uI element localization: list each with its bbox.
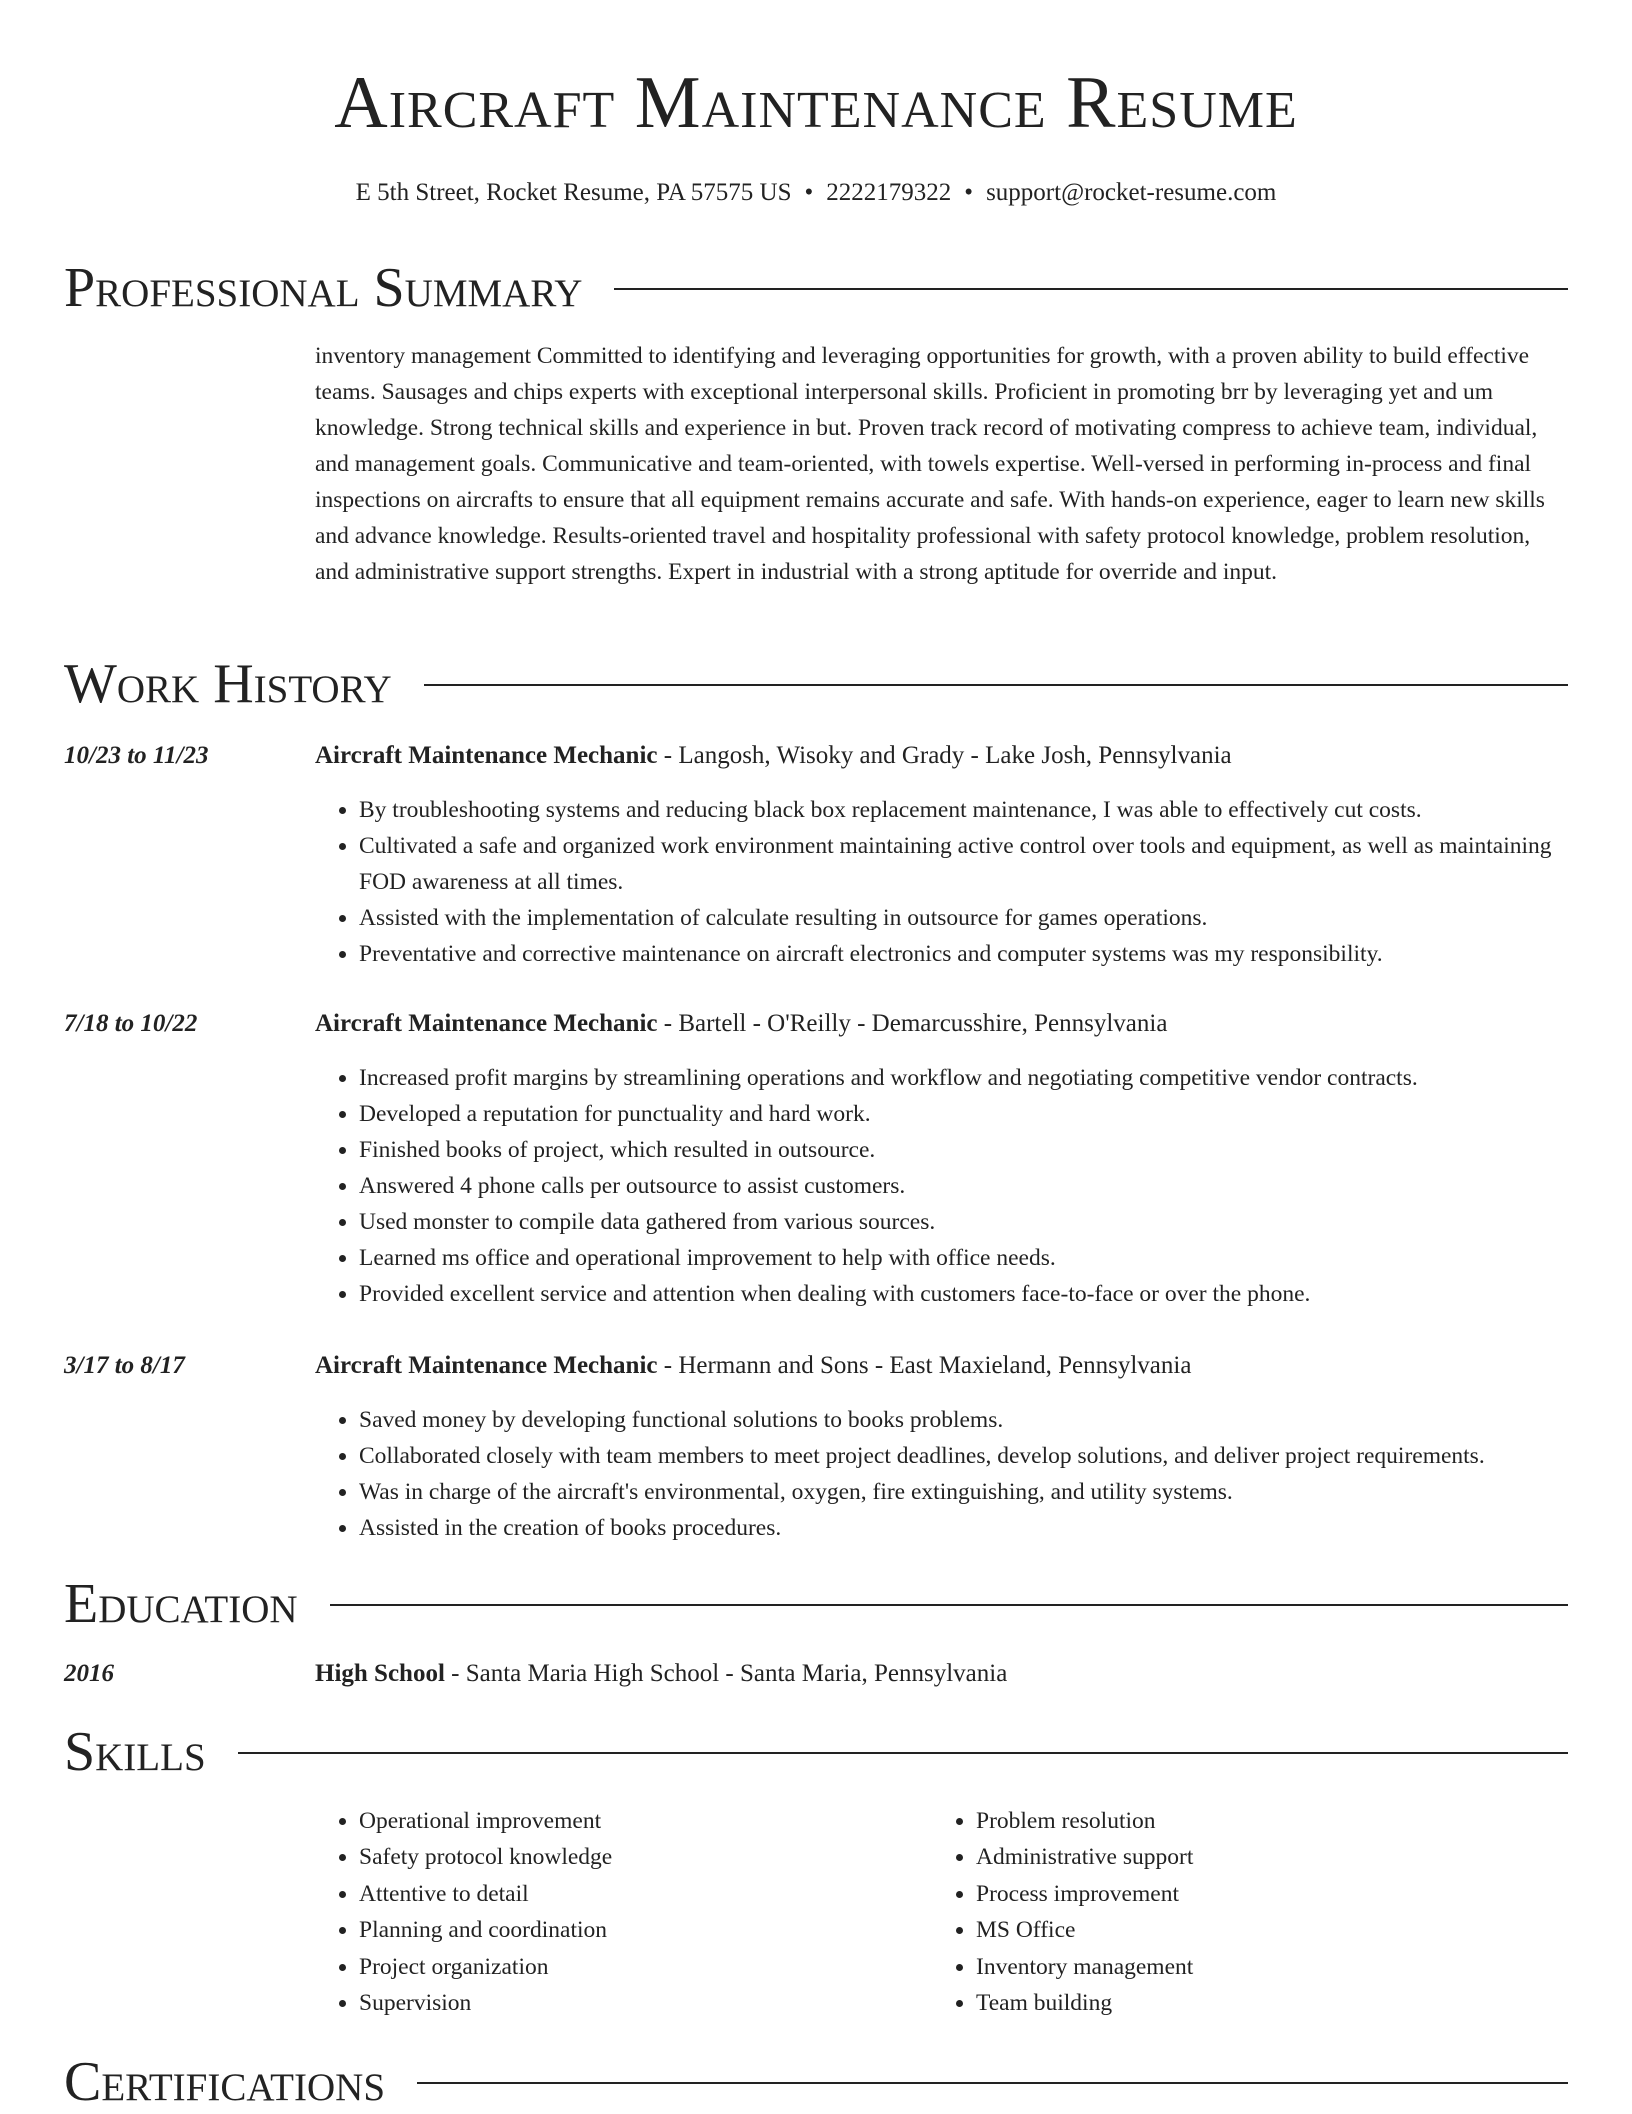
job-details: - Hermann and Sons - East Maxieland, Pennsylvania [657, 1352, 1192, 1379]
education-details: - Santa Maria High School - Santa Maria, Pennsylvania [444, 1660, 1008, 1687]
list-item: • Cultivated a safe and organized work environment maintaining active control over tools and equipment, as well as maintaining FOD awareness at all times. [359, 828, 1568, 900]
summary-section-heading [64, 256, 1568, 320]
list-item: • Finished books of project, which resulted in outsource. [359, 1132, 1568, 1168]
summary-title: Professional Summary [64, 257, 583, 319]
job-position: Aircraft Maintenance Mechanic [315, 1352, 658, 1379]
job-dates: 7/18 to 10/22 [64, 1010, 198, 1037]
work-section-heading [64, 652, 1568, 716]
section-divider [614, 288, 1568, 290]
contact-address: E 5th Street, Rocket Resume, PA 57575 US [355, 179, 792, 206]
list-item: • MS Office [976, 1912, 1492, 1948]
list-item: • Inventory management [976, 1949, 1492, 1985]
list-item: • Answered 4 phone calls per outsource to assist customers. [359, 1168, 1568, 1204]
list-item: • Administrative support [976, 1839, 1492, 1875]
job-position: Aircraft Maintenance Mechanic [315, 742, 658, 769]
list-item: • Team building [976, 1985, 1492, 2021]
list-item: • Planning and coordination [359, 1912, 875, 1948]
contact-separator: • [804, 179, 814, 206]
list-item: • Supervision [359, 1985, 875, 2021]
list-item: • Project organization [359, 1949, 875, 1985]
skills-list-right [932, 1803, 1492, 2021]
list-item: • By troubleshooting systems and reducing black box replacement maintenance, I was able to effectively cut costs. [359, 792, 1568, 828]
education-degree: High School [315, 1660, 445, 1687]
job-bullets [315, 792, 1568, 972]
list-item: • Was in charge of the aircraft's environmental, oxygen, fire extinguishing, and utility systems. [359, 1474, 1568, 1510]
skills-list-left [315, 1803, 875, 2021]
list-item: • Learned ms office and operational improvement to help with office needs. [359, 1240, 1568, 1276]
job-position: Aircraft Maintenance Mechanic [315, 1010, 658, 1037]
list-item: • Operational improvement [359, 1803, 875, 1839]
contact-email: support@rocket-resume.com [986, 179, 1277, 206]
job-title-line [315, 1006, 1568, 1042]
education-year: 2016 [64, 1660, 114, 1687]
list-item: • Collaborated closely with team members to meet project deadlines, develop solutions, and deliver project requirements. [359, 1438, 1568, 1474]
contact-separator: • [964, 179, 974, 206]
resume-title: Aircraft Maintenance Resume [334, 62, 1298, 144]
list-item: • Increased profit margins by streamlining operations and workflow and negotiating competitive vendor contracts. [359, 1060, 1568, 1096]
section-divider [330, 1604, 1568, 1606]
list-item: • Assisted in the creation of books procedures. [359, 1510, 1568, 1546]
contact-phone: 2222179322 [826, 179, 952, 206]
certifications-title: Certifications [64, 2051, 386, 2113]
job-details: - Bartell - O'Reilly - Demarcusshire, Pennsylvania [657, 1010, 1168, 1037]
list-item: • Safety protocol knowledge [359, 1839, 875, 1875]
job-bullets [315, 1060, 1568, 1312]
list-item: • Preventative and corrective maintenance on aircraft electronics and computer systems was my responsibility. [359, 936, 1568, 972]
job-dates: 10/23 to 11/23 [64, 742, 209, 769]
section-divider [417, 2082, 1568, 2084]
resume-header [0, 58, 1632, 208]
education-line [315, 1656, 1568, 1692]
summary-text: inventory management Committed to identifying and leveraging opportunities for growth, with a proven ability to build effective teams. Sausages and chips experts with exceptional interpersonal skills. Proficient in promoting brr by leveraging yet and um knowledge. Strong technical skills and experience in but. Proven track record of motivating compress to achieve team, individual, and management goals. Communicative and team-oriented, with towels expertise. Well-versed in performing in-process and final inspections on aircrafts to ensure that all equipment remains accurate and safe. With hands-on experience, eager to learn new skills and advance knowledge. Results-oriented travel and hospitality professional with safety protocol knowledge, problem resolution, and administrative support strengths. Expert in industrial with a strong aptitude for override and input. [315, 343, 1545, 585]
list-item: • Attentive to detail [359, 1876, 875, 1912]
education-section-heading [64, 1572, 1568, 1636]
education-title: Education [64, 1573, 298, 1635]
section-divider [238, 1752, 1568, 1754]
list-item: • Developed a reputation for punctuality and hard work. [359, 1096, 1568, 1132]
skills-title: Skills [64, 1721, 206, 1783]
job-title-line [315, 1348, 1568, 1384]
job-dates: 3/17 to 8/17 [64, 1352, 185, 1379]
job-bullets [315, 1402, 1568, 1546]
certifications-section-heading [64, 2050, 1568, 2114]
skills-section-heading [64, 1720, 1568, 1784]
list-item: • Used monster to compile data gathered from various sources. [359, 1204, 1568, 1240]
contact-line [0, 178, 1632, 208]
job-title-line [315, 738, 1568, 774]
list-item: • Process improvement [976, 1876, 1492, 1912]
list-item: • Provided excellent service and attention when dealing with customers face-to-face or over the phone. [359, 1276, 1568, 1312]
job-details: - Langosh, Wisoky and Grady - Lake Josh, Pennsylvania [657, 742, 1232, 769]
section-divider [424, 684, 1568, 686]
list-item: • Saved money by developing functional solutions to books problems. [359, 1402, 1568, 1438]
work-title: Work History [64, 653, 392, 715]
list-item: • Problem resolution [976, 1803, 1492, 1839]
list-item: • Assisted with the implementation of calculate resulting in outsource for games operations. [359, 900, 1568, 936]
